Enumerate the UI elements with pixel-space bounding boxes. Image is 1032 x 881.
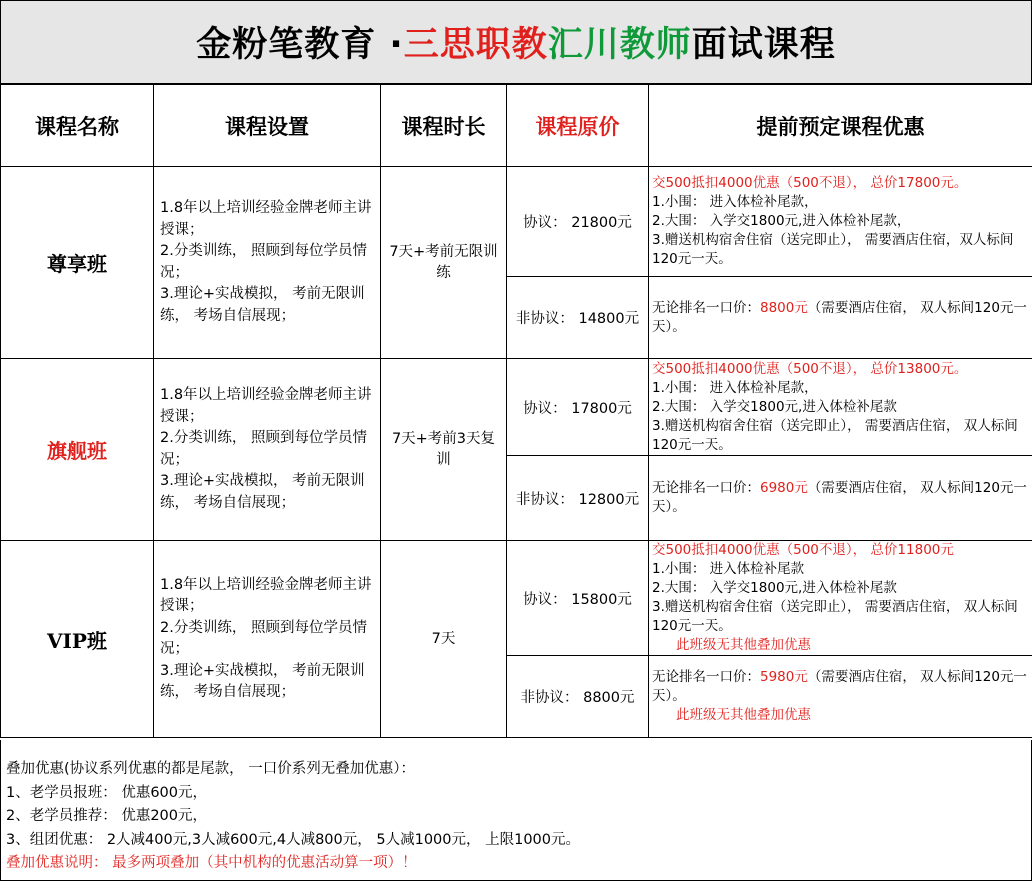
table-row	[1, 167, 1032, 277]
footer-line: 2、老学员推荐： 优惠200元，	[6, 808, 208, 824]
offer-line: 2.大围： 入学交1800元,进入体检补尾款	[652, 398, 897, 415]
offer-line: 1.小围： 进入体检补尾款，	[652, 194, 818, 210]
header-course-setup: 课程设置	[154, 85, 381, 167]
setup-line: 2.分类训练， 照顾到每位学员情况；	[160, 430, 367, 468]
course-duration: 7天	[381, 541, 507, 738]
setup-line: 2.分类训练， 照顾到每位学员情况；	[160, 619, 367, 657]
setup-line: 2.分类训练， 照顾到每位学员情况；	[160, 243, 367, 281]
offer-line: 3.赠送机构宿舍住宿（送完即止）， 需要酒店住宿，双人标间120元一天。	[652, 232, 1014, 267]
offer-agreement	[649, 541, 1032, 656]
offer-line: 3.赠送机构宿舍住宿（送完即止）， 需要酒店住宿， 双人标间120元一天。	[652, 599, 1018, 634]
title-brand: 金粉笔教育 ·	[196, 25, 404, 65]
setup-line: 1.8年以上培训经验金牌老师主讲授课；	[160, 576, 372, 614]
price-no-agreement: 非协议： 8800元	[507, 656, 649, 738]
offer-note: 此班级无其他叠加优惠	[676, 637, 811, 653]
offer-price: 5980元	[760, 669, 808, 685]
setup-line: 3.理论+实战模拟， 考前无限训练， 考场自信展现；	[160, 473, 365, 511]
offer-price: 6980元	[760, 480, 808, 496]
offer-fixed-price	[652, 668, 1028, 706]
offer-price: 8800元	[760, 299, 808, 316]
header-original-price: 课程原价	[507, 85, 649, 167]
offer-line: 1.小围： 进入体检补尾款，	[652, 379, 818, 396]
offer-line: 2.大围： 入学交1800元,进入体检补尾款，	[652, 213, 911, 229]
offer-no-agreement	[649, 656, 1032, 738]
setup-line: 1.8年以上培训经验金牌老师主讲授课；	[160, 387, 372, 425]
price-agreement: 协议： 21800元	[507, 167, 649, 277]
course-duration: 7天+考前无限训练	[381, 167, 507, 359]
offer-line: 2.大围： 入学交1800元,进入体检补尾款	[652, 580, 897, 596]
offer-prefix: 无论排名一口价：	[652, 299, 760, 316]
course-setup	[154, 541, 381, 738]
offer-suffix: （需要酒店住宿， 双人标间120元一天）。	[652, 669, 1027, 704]
offer-agreement	[649, 167, 1032, 277]
header-early-booking-offer: 提前预定课程优惠	[649, 85, 1032, 167]
course-duration: 7天+考前3天复训	[381, 359, 507, 541]
footer-line: 1、老学员报班： 优惠600元，	[6, 784, 208, 801]
title-sansi: 三思职教	[403, 25, 548, 65]
course-name: VIP班	[1, 541, 154, 738]
offer-note: 此班级无其他叠加优惠	[676, 707, 811, 723]
setup-line: 3.理论+实战模拟， 考前无限训练， 考场自信展现；	[160, 662, 365, 700]
offer-agreement	[649, 359, 1032, 456]
offer-no-agreement	[649, 456, 1032, 541]
setup-line: 3.理论+实战模拟， 考前无限训练， 考场自信展现；	[160, 286, 365, 324]
footer-line: 3、组团优惠： 2人减400元,3人减600元,4人减800元， 5人减1000元， 上限1000元。	[6, 831, 581, 848]
offer-fixed-price	[652, 299, 1028, 337]
table-header-row	[1, 85, 1032, 167]
table-row	[1, 359, 1032, 456]
footer-line: 叠加优惠(协议系列优惠的都是尾款， 一口价系列无叠加优惠）：	[6, 761, 416, 777]
course-setup	[154, 167, 381, 359]
price-no-agreement: 非协议： 12800元	[507, 456, 649, 541]
price-no-agreement: 非协议： 14800元	[507, 277, 649, 359]
offer-suffix: （需要酒店住宿， 双人标间120元一天）。	[652, 480, 1027, 515]
table-row	[1, 541, 1032, 656]
offer-prefix: 无论排名一口价：	[652, 669, 760, 685]
setup-line: 1.8年以上培训经验金牌老师主讲授课；	[160, 200, 372, 238]
offer-no-agreement	[649, 277, 1032, 359]
price-agreement: 协议： 17800元	[507, 359, 649, 456]
offer-line: 3.赠送机构宿舍住宿（送完即止）， 需要酒店住宿， 双人标间120元一天。	[652, 417, 1018, 453]
page-title	[0, 0, 1032, 84]
offer-suffix: （需要酒店住宿， 双人标间120元一天）。	[652, 299, 1027, 335]
price-agreement: 协议： 15800元	[507, 541, 649, 656]
offer-prefix: 无论排名一口价：	[652, 480, 760, 496]
footer-note: 叠加优惠说明： 最多两项叠加（其中机构的优惠活动算一项）！	[6, 855, 417, 871]
course-table	[0, 84, 1032, 738]
course-name: 尊享班	[1, 167, 154, 359]
header-course-duration: 课程时长	[381, 85, 507, 167]
offer-headline: 交500抵扣4000优惠（500不退）， 总价13800元。	[652, 360, 968, 377]
course-setup	[154, 359, 381, 541]
title-huichuan: 汇川教师	[547, 25, 692, 65]
offer-line: 1.小围： 进入体检补尾款	[652, 561, 805, 577]
offer-headline: 交500抵扣4000优惠（500不退）， 总价17800元。	[652, 175, 968, 191]
course-name: 旗舰班	[1, 359, 154, 541]
offer-fixed-price	[652, 479, 1028, 517]
header-course-name: 课程名称	[1, 85, 154, 167]
offer-headline: 交500抵扣4000优惠（500不退）， 总价11800元	[652, 542, 954, 558]
stacking-discounts	[0, 740, 1032, 881]
title-course: 面试课程	[691, 25, 836, 65]
